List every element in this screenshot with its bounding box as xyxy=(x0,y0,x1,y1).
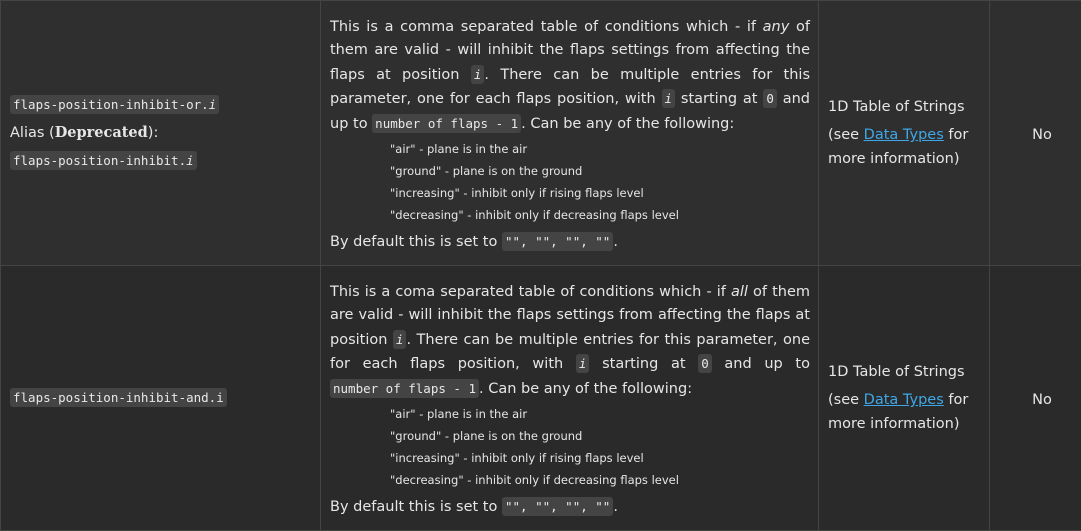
alias-name-code: flaps-position-inhibit.i xyxy=(10,151,197,170)
type-label: 1D Table of Strings xyxy=(828,95,981,119)
alias-label: Alias (Deprecated): xyxy=(10,119,320,147)
parameter-required-cell xyxy=(990,1,1081,266)
list-item: "air" - plane is in the air xyxy=(390,138,810,160)
options-list xyxy=(330,138,810,226)
options-list xyxy=(330,403,810,491)
parameter-type-cell xyxy=(819,266,990,531)
description-text: This is a comma separated table of conditions which - if any of them are valid - will inhibit the flaps settings from affecting the flaps at position i . There can be multiple entries for this parameter, one for each flaps position, with i starting at 0 and up to number of flaps - 1 . Can be any of the following: xyxy=(330,16,810,137)
data-types-link[interactable]: Data Types xyxy=(864,392,944,408)
list-item: "increasing" - inhibit only if rising flaps level xyxy=(390,182,810,204)
list-item: "ground" - plane is on the ground xyxy=(390,160,810,182)
type-note: (see Data Types for more information) xyxy=(828,392,968,432)
parameter-name-cell xyxy=(1,266,321,531)
parameter-name-cell xyxy=(1,1,321,266)
default-value-text: By default this is set to "", "", "", "" . xyxy=(330,495,810,520)
list-item: "air" - plane is in the air xyxy=(390,403,810,425)
parameter-description-cell xyxy=(321,1,819,266)
required-value: No xyxy=(1032,127,1052,143)
type-note: (see Data Types for more information) xyxy=(828,127,968,167)
type-label: 1D Table of Strings xyxy=(828,360,981,384)
data-types-link[interactable]: Data Types xyxy=(864,127,944,143)
list-item: "decreasing" - inhibit only if decreasing flaps level xyxy=(390,469,810,491)
parameter-type-cell xyxy=(819,1,990,266)
table-row xyxy=(1,266,1081,531)
parameter-name-code: flaps-position-inhibit-or.i xyxy=(10,95,219,114)
parameter-required-cell xyxy=(990,266,1081,531)
table-row xyxy=(1,1,1081,266)
description-text: This is a coma separated table of conditions which - if all of them are valid - will inhibit the flaps settings from affecting the flaps at position i . There can be multiple entries for this parameter, one for each flaps position, with i starting at 0 and up to number of flaps - 1 . Can be any of the following: xyxy=(330,281,810,402)
parameter-description-cell xyxy=(321,266,819,531)
default-value-text: By default this is set to "", "", "", "" . xyxy=(330,230,810,255)
required-value: No xyxy=(1032,392,1052,408)
list-item: "decreasing" - inhibit only if decreasing flaps level xyxy=(390,204,810,226)
list-item: "increasing" - inhibit only if rising flaps level xyxy=(390,447,810,469)
parameter-name-code: flaps-position-inhibit-and.i xyxy=(10,388,227,407)
list-item: "ground" - plane is on the ground xyxy=(390,425,810,447)
